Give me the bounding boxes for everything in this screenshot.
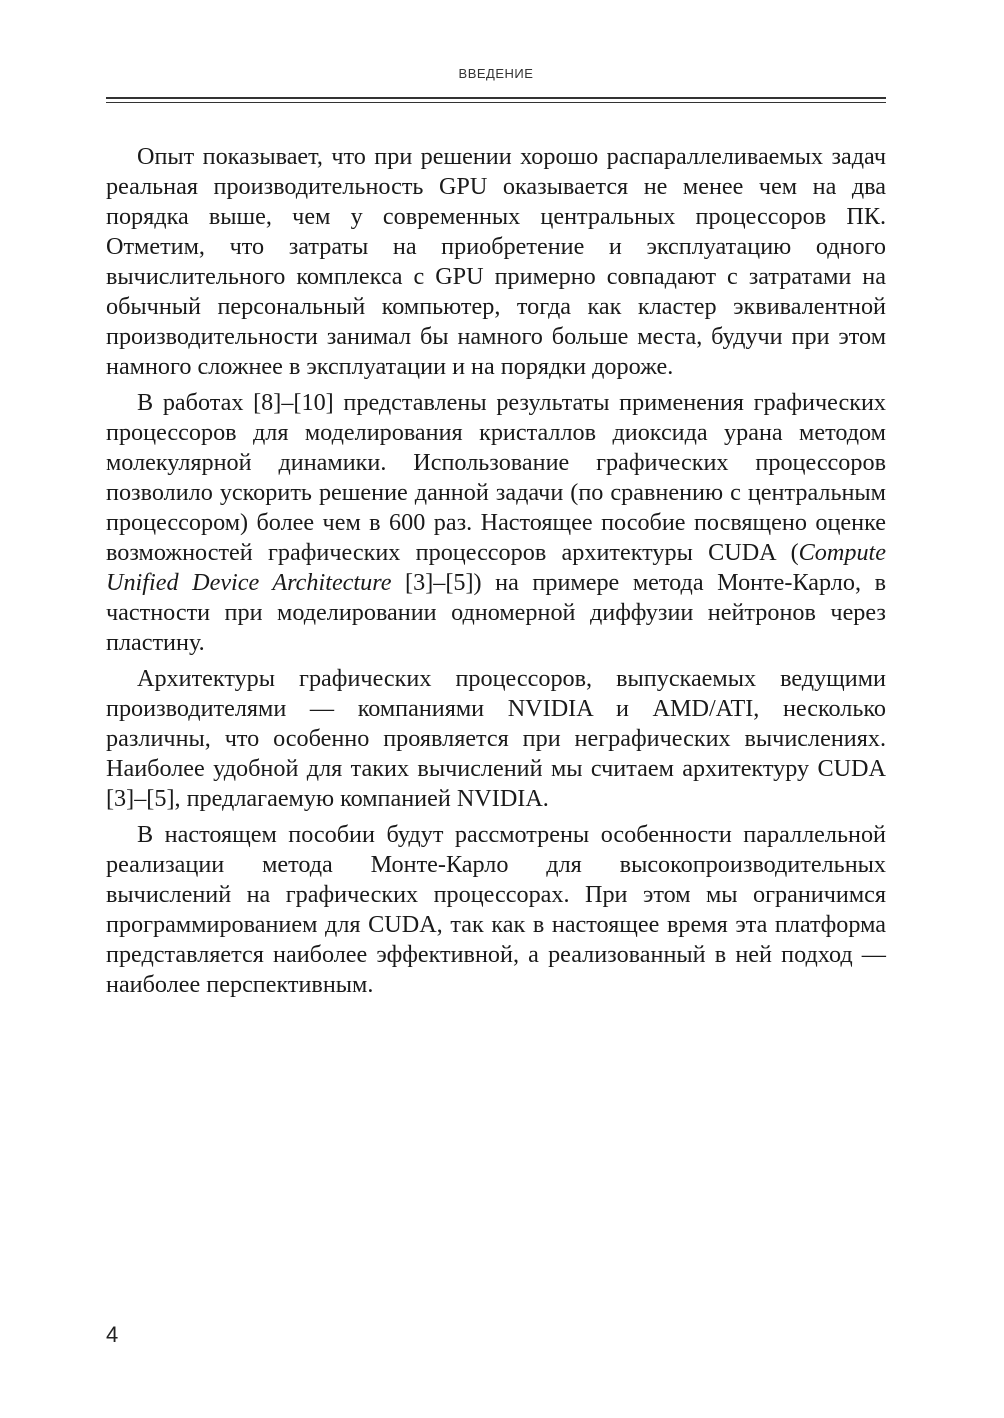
paragraph-2-italic: Compute Unified Device Architecture xyxy=(106,539,886,596)
paragraph-4: В настоящем пособии будут рассмотрены особенности параллельной реализации метода Монте-Карло для высокопроизводительных вычислений на графических процессорах. При этом мы ограничимся программированием для CUDA, так как в настоящее время эта платформа представляется наиболее эффективной, а реализованный в ней подход — наиболее перспективным. xyxy=(106,821,886,998)
header-rule-thin xyxy=(106,102,886,103)
page-number: 4 xyxy=(106,1322,119,1347)
paragraph-3: Архитектуры графических процессоров, выпускаемых ведущими производителями — компаниями NVIDIA и AMD/ATI, несколько различны, что особенно проявляется при неграфических вычислениях. Наиболее удобной для таких вычислений мы считаем архитектуру CUDA [3]–[5], предлагаемую компанией NVIDIA. xyxy=(106,665,886,812)
paragraph-2-part-2: [3]–[5]) на примере метода Монте-Карло, в частности при моделировании одномерной диффузии нейтронов через пластину. xyxy=(106,569,886,656)
paragraph-1: Опыт показывает, что при решении хорошо распараллеливаемых задач реальная производительность GPU оказывается не менее чем на два порядка выше, чем у современных центральных процессоров ПК. Отметим, что затраты на приобретение и эксплуатацию одного вычислительного комплекса с GPU примерно совпадают с затратами на обычный персональный компьютер, тогда как кластер эквивалентной производительности занимал бы намного больше места, будучи при этом намного сложнее в эксплуатации и на порядки дороже. xyxy=(106,143,886,380)
running-head: ВВЕДЕНИЕ xyxy=(458,66,534,81)
paragraph-2 xyxy=(106,388,886,658)
header-rule-thick xyxy=(106,97,886,99)
body-text xyxy=(106,142,886,1000)
paragraph-2-part-1: В работах [8]–[10] представлены результаты применения графических процессоров для моделирования кристаллов диоксида урана методом молекулярной динамики. Использование графических процессоров позволило ускорить решение данной задачи (по сравнению с центральным процессором) более чем в 600 раз. Настоящее пособие посвящено оценке возможностей графических процессоров архитектуры CUDA ( xyxy=(106,389,886,566)
